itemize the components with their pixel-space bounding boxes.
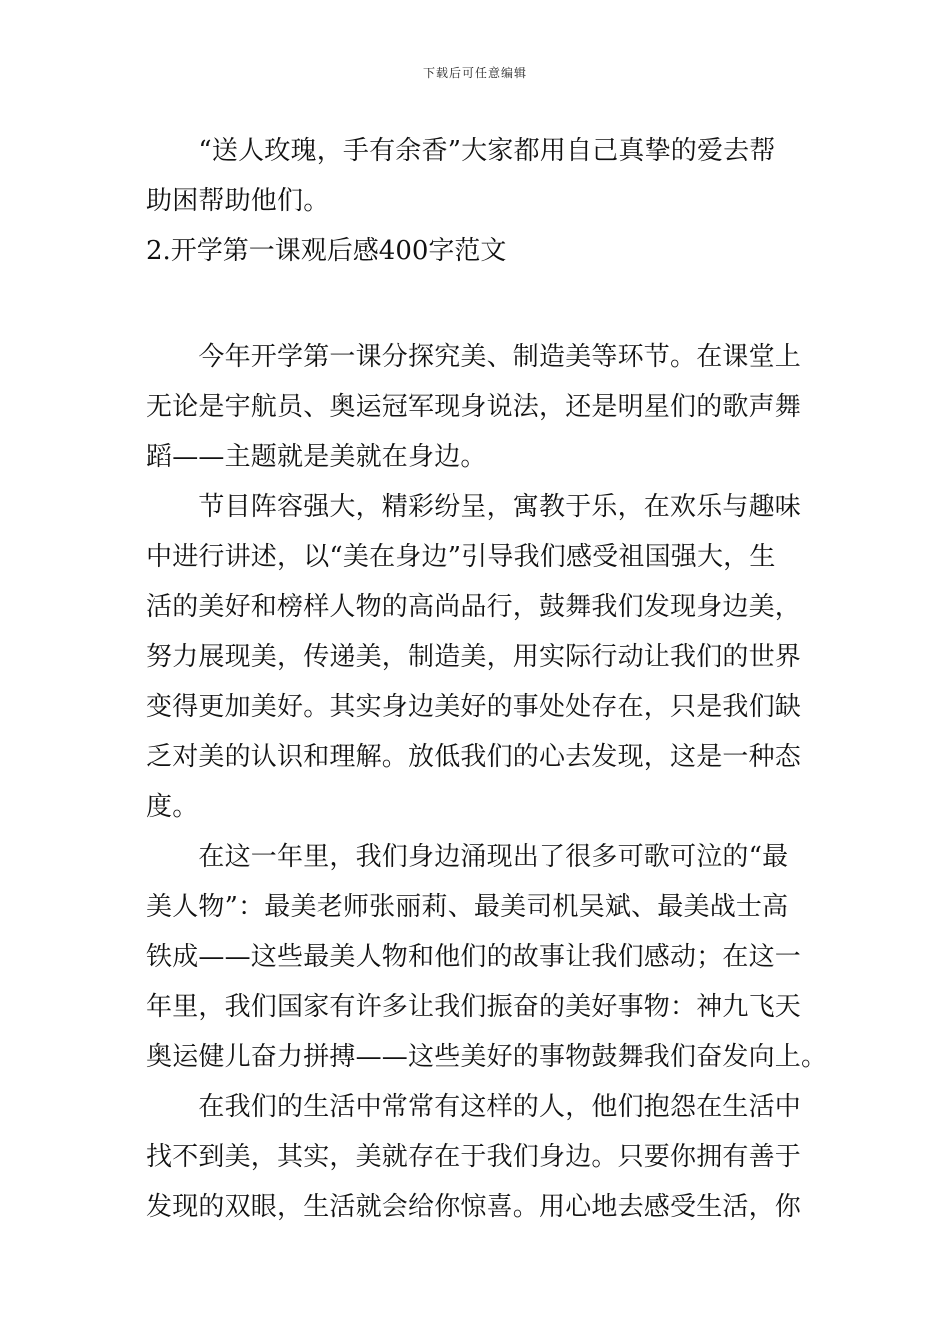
text-line: “送人玫瑰，手有余香”大家都用自己真挚的爱去帮 (146, 136, 776, 166)
text-line: 助困帮助他们。 (146, 186, 330, 216)
text-line: 年里，我们国家有许多让我们振奋的美好事物：神九飞天 (146, 992, 802, 1022)
text-line: 找不到美，其实，美就存在于我们身边。只要你拥有善于 (146, 1142, 802, 1172)
text-line: 在我们的生活中常常有这样的人，他们抱怨在生活中 (146, 1092, 802, 1122)
text-line: 乏对美的认识和理解。放低我们的心去发现，这是一种态 (146, 742, 802, 772)
paragraph-spacer (146, 276, 806, 332)
text-line: 奥运健儿奋力拼搏——这些美好的事物鼓舞我们奋发向上。 (146, 1042, 828, 1072)
text-line: 度。 (146, 792, 199, 822)
text-line: 活的美好和榜样人物的高尚品行，鼓舞我们发现身边美， (146, 592, 802, 622)
text-line: 蹈——主题就是美就在身边。 (146, 442, 487, 472)
text-line: 美人物”：最美老师张丽莉、最美司机吴斌、最美战士高 (146, 892, 789, 922)
text-line: 努力展现美，传递美，制造美，用实际行动让我们的世界 (146, 642, 802, 672)
page-header: 下载后可任意编辑 (422, 66, 527, 80)
text-line: 铁成——这些最美人物和他们的故事让我们感动；在这一 (146, 942, 802, 972)
text-line: 中进行讲述，以“美在身边”引导我们感受祖国强大，生 (146, 542, 776, 572)
text-line: 无论是宇航员、奥运冠军现身说法，还是明星们的歌声舞 (146, 392, 802, 422)
text-line: 在这一年里，我们身边涌现出了很多可歌可泣的“最 (146, 842, 789, 872)
text-line: 节目阵容强大，精彩纷呈，寓教于乐，在欢乐与趣味 (146, 492, 802, 522)
text-line: 变得更加美好。其实身边美好的事处处存在，只是我们缺 (146, 692, 802, 722)
text-line: 发现的双眼，生活就会给你惊喜。用心地去感受生活，你 (146, 1192, 802, 1222)
section-heading: 2.开学第一课观后感400字范文 (146, 236, 507, 266)
document-body (146, 126, 828, 1232)
text-line: 今年开学第一课分探究美、制造美等环节。在课堂上 (146, 342, 802, 372)
